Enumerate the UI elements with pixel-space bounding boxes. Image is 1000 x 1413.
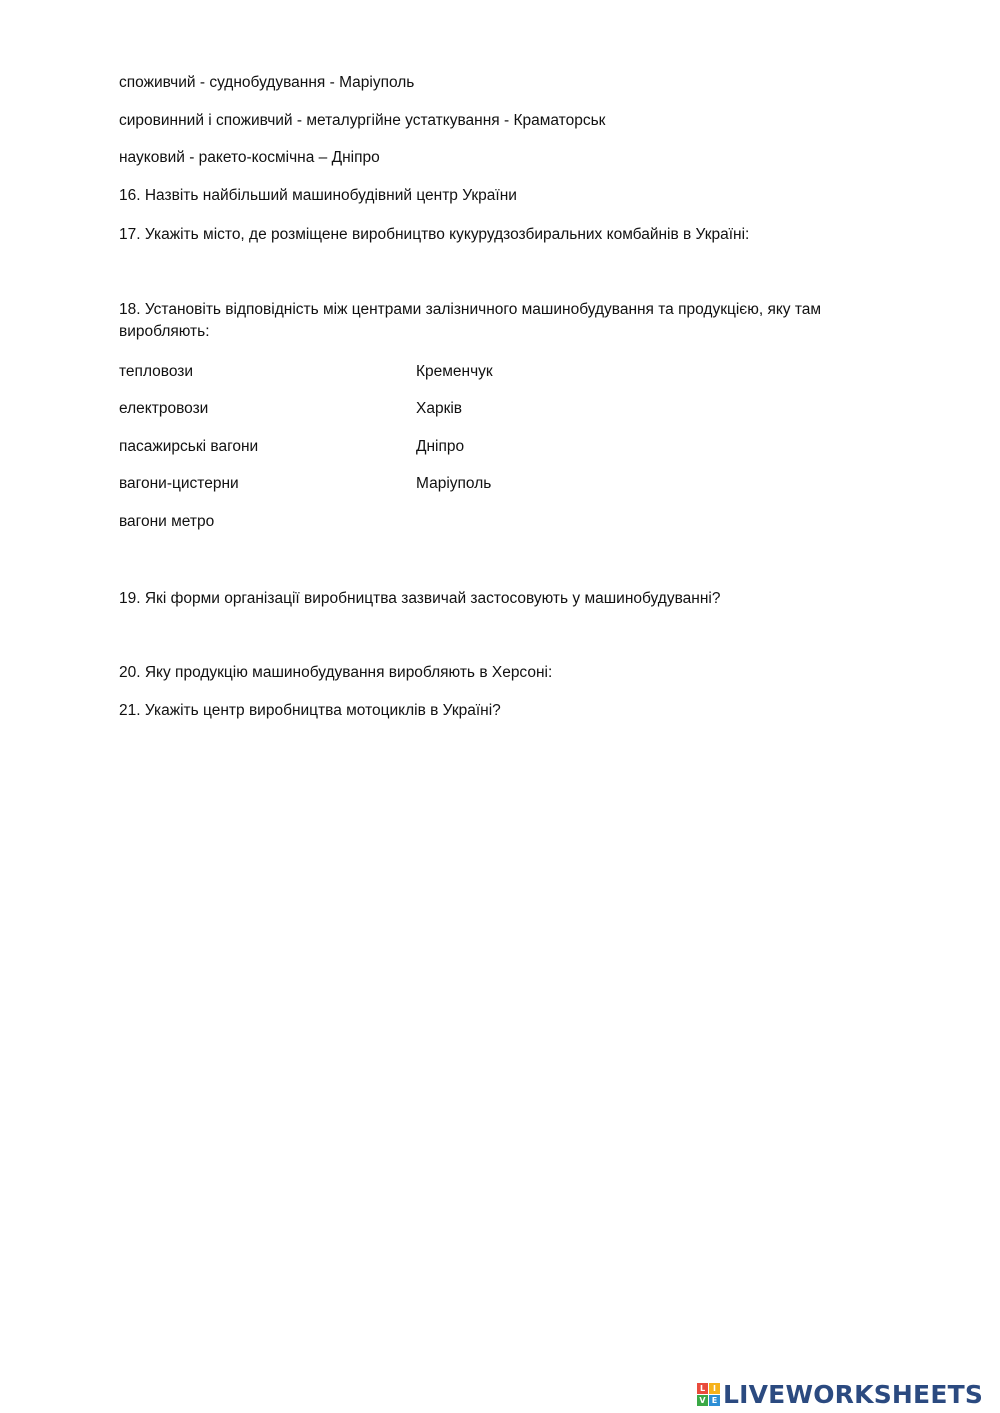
question-18: 18. Установіть відповідність між центрами залізничного машинобудування та продукцією, яку там виробляють: [119, 301, 822, 340]
city-4: Маріуполь [416, 475, 492, 492]
logo-blocks-icon [697, 1383, 720, 1406]
answer-line-1: споживчий - суднобудування - Маріуполь [119, 74, 415, 91]
product-4: вагони-цистерни [119, 475, 239, 492]
city-3: Дніпро [416, 438, 465, 455]
question-16: 16. Назвіть найбільший машинобудівний центр України [119, 187, 517, 204]
logo-block-e: E [709, 1395, 720, 1406]
question-21: 21. Укажіть центр виробництва мотоциклів в Україні? [119, 702, 501, 719]
liveworksheets-logo [697, 1381, 983, 1407]
question-20: 20. Яку продукцію машинобудування виробляють в Херсоні: [119, 664, 553, 681]
city-1: Кременчук [416, 363, 493, 380]
logo-block-l: L [697, 1383, 708, 1394]
logo-text: LIVEWORKSHEETS [723, 1379, 984, 1409]
answer-line-3: науковий - ракето-космічна – Дніпро [119, 149, 380, 166]
question-19: 19. Які форми організації виробництва зазвичай застосовують у машинобудуванні? [119, 590, 721, 607]
product-3: пасажирські вагони [119, 438, 259, 455]
product-5: вагони метро [119, 513, 215, 530]
product-1: тепловози [119, 363, 194, 380]
logo-block-v: V [697, 1395, 708, 1406]
question-17: 17. Укажіть місто, де розміщене виробництво кукурудзозбиральних комбайнів в Україні: [119, 226, 750, 243]
answer-line-2: сировинний і споживчий - металургійне устаткування - Краматорськ [119, 112, 606, 129]
product-2: електровози [119, 400, 209, 417]
city-2: Харків [416, 400, 463, 417]
logo-block-i: I [709, 1383, 720, 1394]
